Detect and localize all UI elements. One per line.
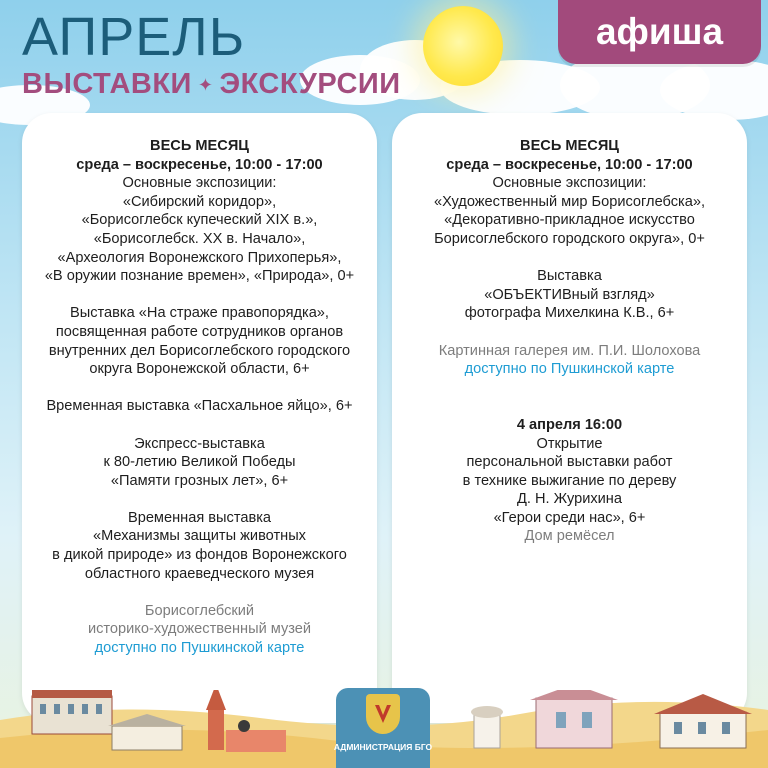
pushkin-card-link[interactable]: доступно по Пушкинской карте bbox=[464, 361, 675, 378]
express-exhibition-line: Экспресс-выставка bbox=[134, 435, 265, 452]
opening-line: «Герои среди нас», 6+ bbox=[493, 509, 646, 526]
opening-line: в технике выжигание по дереву bbox=[462, 472, 677, 489]
exhibition-item: «Борисоглебск купеческий XIX в.», bbox=[81, 212, 318, 229]
rotunda-icon bbox=[471, 706, 503, 748]
coat-of-arms-icon bbox=[366, 694, 400, 734]
museum-building-icon bbox=[32, 690, 112, 734]
photo-exhibition-line: Выставка bbox=[537, 268, 602, 285]
period-label: ВЕСЬ МЕСЯЦ bbox=[520, 138, 619, 154]
exhibition-item: «Борисоглебск. XX в. Начало», bbox=[93, 230, 306, 247]
exhibition-item: «Сибирский коридор», bbox=[122, 193, 277, 210]
exhibition-item: «Художественный мир Борисоглебска», bbox=[433, 193, 706, 210]
opening-line: персональной выставки работ bbox=[466, 454, 673, 471]
sun-icon bbox=[423, 6, 503, 86]
event-date: 4 апреля 16:00 bbox=[516, 416, 623, 433]
photo-exhibition-line: фотографа Михелкина К.В., 6+ bbox=[464, 305, 675, 322]
exhibition-item: «Декоративно-прикладное искусство bbox=[444, 212, 695, 229]
photo-exhibition-line: «ОБЪЕКТИВный взгляд» bbox=[484, 286, 655, 303]
temporary-exhibition-line: областного краеведческого музея bbox=[84, 565, 315, 582]
exhibitions-intro: Основные экспозиции: bbox=[492, 175, 647, 192]
page-subtitle bbox=[22, 68, 401, 101]
pushkin-card-link[interactable]: доступно по Пушкинской карте bbox=[94, 640, 305, 657]
opening-line: Открытие bbox=[536, 435, 603, 452]
exhibition-item: «В оружии познание времен», «Природа», 0+ bbox=[44, 268, 355, 285]
subtitle-exhibitions: ВЫСТАВКИ bbox=[22, 68, 192, 100]
administration-logo bbox=[333, 688, 433, 768]
page-title: АПРЕЛЬ bbox=[22, 7, 246, 67]
guard-exhibition-line: внутренних дел Борисоглебского городского bbox=[48, 342, 351, 359]
left-card-content bbox=[22, 137, 377, 658]
exhibitions-intro: Основные экспозиции: bbox=[122, 175, 277, 192]
opening-line: Д. Н. Журихина bbox=[517, 491, 622, 508]
guard-exhibition-line: округа Воронежской области, 6+ bbox=[89, 361, 310, 378]
opening-hours: среда – воскресенье, 10:00 - 17:00 bbox=[76, 156, 323, 173]
sparkle-icon: ✦ bbox=[197, 74, 214, 95]
temporary-exhibition-line: «Механизмы защиты животных bbox=[93, 528, 306, 545]
venue-name: историко-художественный музей bbox=[87, 621, 312, 638]
venue-name: Дом ремёсел bbox=[524, 528, 615, 545]
temporary-exhibition-line: Временная выставка bbox=[127, 509, 272, 526]
mansion-building-icon bbox=[530, 690, 618, 748]
right-card-content bbox=[392, 137, 747, 546]
express-exhibition-line: к 80-летию Великой Победы bbox=[103, 454, 296, 471]
venue-name: Картинная галерея им. П.И. Шолохова bbox=[438, 342, 701, 359]
logo-caption: АДМИНИСТРАЦИЯ БГО bbox=[333, 742, 433, 752]
express-exhibition-line: «Памяти грозных лет», 6+ bbox=[110, 472, 289, 489]
temporary-exhibition-line: в дикой природе» из фондов Воронежского bbox=[52, 547, 347, 564]
opening-hours: среда – воскресенье, 10:00 - 17:00 bbox=[446, 156, 693, 173]
easter-exhibition: Временная выставка «Пасхальное яйцо», 6+ bbox=[46, 398, 353, 415]
exhibition-item: «Археология Воронежского Прихоперья», bbox=[57, 249, 342, 266]
afisha-badge: афиша bbox=[558, 0, 761, 64]
guard-exhibition-line: посвященная работе сотрудников органов bbox=[55, 323, 344, 340]
venue-name: Борисоглебский bbox=[144, 602, 255, 619]
guard-exhibition-line: Выставка «На страже правопорядка», bbox=[70, 305, 329, 322]
period-label: ВЕСЬ МЕСЯЦ bbox=[150, 138, 249, 154]
subtitle-excursions: ЭКСКУРСИИ bbox=[219, 68, 401, 100]
exhibition-item: Борисоглебского городского округа», 0+ bbox=[434, 230, 705, 247]
